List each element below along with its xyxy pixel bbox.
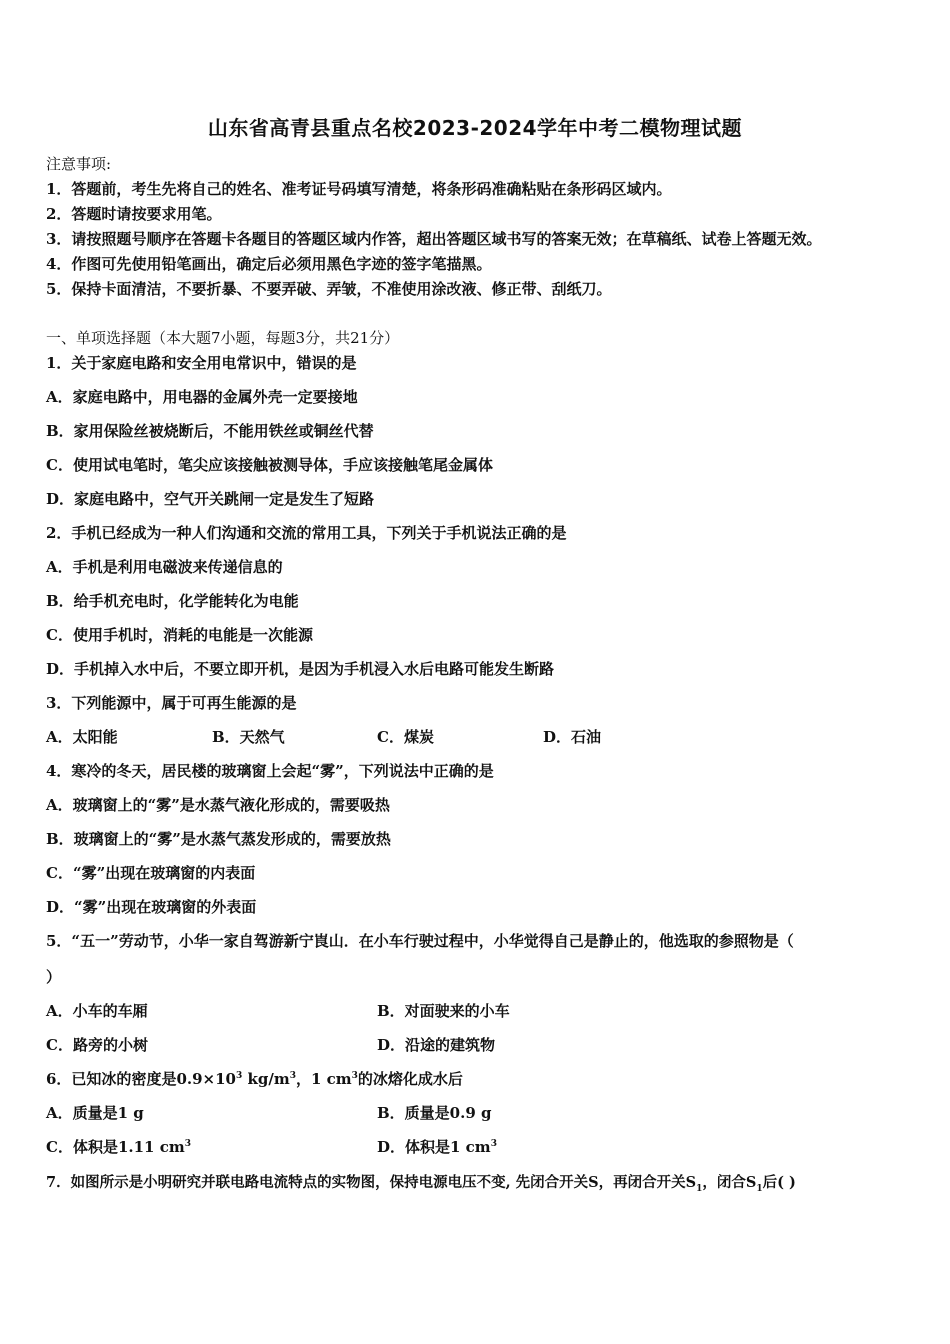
q2-stem: 2．手机已经成为一种人们沟通和交流的常用工具，下列关于手机说法正确的是 bbox=[46, 524, 567, 542]
q3-stem: 3．下列能源中，属于可再生能源的是 bbox=[46, 694, 297, 712]
q7-stem bbox=[46, 1171, 796, 1192]
q2-option-b: B．给手机充电时，化学能转化为电能 bbox=[46, 592, 299, 610]
q4-option-c: C．“雾”出现在玻璃窗的内表面 bbox=[46, 864, 256, 882]
q1-option-d: D．家庭电路中，空气开关跳闸一定是发生了短路 bbox=[46, 490, 375, 508]
q3-option-a: A．太阳能 bbox=[46, 728, 118, 746]
q6-exp-3: 3 bbox=[351, 1071, 358, 1081]
q4-option-b: B．玻璃窗上的“雾”是水蒸气蒸发形成的，需要放热 bbox=[46, 830, 391, 848]
q4-option-d: D．“雾”出现在玻璃窗的外表面 bbox=[46, 898, 257, 916]
notice-item-2: 2．答题时请按要求用笔。 bbox=[46, 205, 222, 223]
q6-option-d bbox=[377, 1136, 497, 1157]
q6-stem-post: 的冰熔化成水后 bbox=[357, 1070, 463, 1088]
q5-option-d: D．沿途的建筑物 bbox=[377, 1036, 496, 1054]
notice-item-1: 1．答题前，考生先将自己的姓名、准考证号码填写清楚，将条形码准确粘贴在条形码区域内。 bbox=[46, 180, 672, 198]
q4-stem: 4．寒冷的冬天，居民楼的玻璃窗上会起“雾”，下列说法中正确的是 bbox=[46, 762, 494, 780]
q7-sub-1: 1 bbox=[696, 1183, 703, 1194]
q7-stem-mid: ，闭合S bbox=[702, 1174, 757, 1191]
q6-stem-mid: kg/m bbox=[242, 1070, 290, 1088]
q1-option-c: C．使用试电笔时，笔尖应该接触被测导体，手应该接触笔尾金属体 bbox=[46, 456, 493, 474]
q5-option-c: C．路旁的小树 bbox=[46, 1036, 148, 1054]
notice-item-3: 3．请按照题号顺序在答题卡各题目的答题区域内作答，超出答题区域书写的答案无效；在草稿纸、试卷上答题无效。 bbox=[46, 230, 822, 248]
q1-option-b: B．家用保险丝被烧断后，不能用铁丝或铜丝代替 bbox=[46, 422, 374, 440]
q7-sub-2: 1 bbox=[756, 1183, 763, 1194]
notice-heading: 注意事项: bbox=[46, 155, 112, 173]
q3-option-d: D．石油 bbox=[543, 728, 602, 746]
section-heading: 一、单项选择题（本大题7小题，每题3分，共21分） bbox=[46, 329, 400, 347]
page-title: 山东省高青县重点名校2023-2024学年中考二模物理试题 bbox=[207, 116, 743, 140]
q6-option-b: B．质量是0.9 g bbox=[377, 1104, 492, 1122]
q6-exp-1: 3 bbox=[235, 1071, 243, 1081]
q6-stem-mid2: ，1 cm bbox=[295, 1070, 352, 1088]
q2-option-d: D．手机掉入水中后，不要立即开机，是因为手机浸入水后电路可能发生断路 bbox=[46, 660, 555, 678]
q5-option-b: B．对面驶来的小车 bbox=[377, 1002, 510, 1020]
q6-exp-2: 3 bbox=[289, 1071, 296, 1081]
q2-option-c: C．使用手机时，消耗的电能是一次能源 bbox=[46, 626, 313, 644]
notice-item-5: 5．保持卡面清洁，不要折暴、不要弄破、弄皱，不准使用涂改液、修正带、刮纸刀。 bbox=[46, 280, 612, 298]
q3-option-c: C．煤炭 bbox=[377, 728, 434, 746]
q6-option-d-exp: 3 bbox=[490, 1139, 497, 1149]
q6-stem-pre: 6．已知冰的密度是0.9×10 bbox=[46, 1070, 236, 1088]
q6-option-c-text: C．体积是1.11 cm bbox=[46, 1138, 185, 1156]
q7-stem-pre: 7．如图所示是小明研究并联电路电流特点的实物图，保持电源电压不变, 先闭合开关S，再闭合开关S bbox=[46, 1174, 697, 1191]
q6-option-a: A．质量是1 g bbox=[46, 1104, 144, 1122]
q7-stem-post: 后( ) bbox=[762, 1174, 796, 1191]
q6-option-c bbox=[46, 1136, 191, 1157]
q1-stem: 1．关于家庭电路和安全用电常识中，错误的是 bbox=[46, 354, 357, 372]
q5-stem: 5．“五一”劳动节，小华一家自驾游新宁崀山．在小车行驶过程中，小华觉得自己是静止的，他选取的参照物是（ bbox=[46, 932, 794, 950]
q5-option-a: A．小车的车厢 bbox=[46, 1002, 148, 1020]
q2-option-a: A．手机是利用电磁波来传递信息的 bbox=[46, 558, 283, 576]
q3-option-b: B．天然气 bbox=[212, 728, 285, 746]
q6-option-d-text: D．体积是1 cm bbox=[377, 1138, 491, 1156]
q1-option-a: A．家庭电路中，用电器的金属外壳一定要接地 bbox=[46, 388, 358, 406]
q4-option-a: A．玻璃窗上的“雾”是水蒸气液化形成的，需要吸热 bbox=[46, 796, 390, 814]
q6-option-c-exp: 3 bbox=[184, 1139, 191, 1149]
notice-item-4: 4．作图可先使用铅笔画出，确定后必须用黑色字迹的签字笔描黑。 bbox=[46, 255, 492, 273]
q6-stem bbox=[46, 1068, 463, 1089]
q5-stem-continued: ） bbox=[46, 968, 62, 986]
